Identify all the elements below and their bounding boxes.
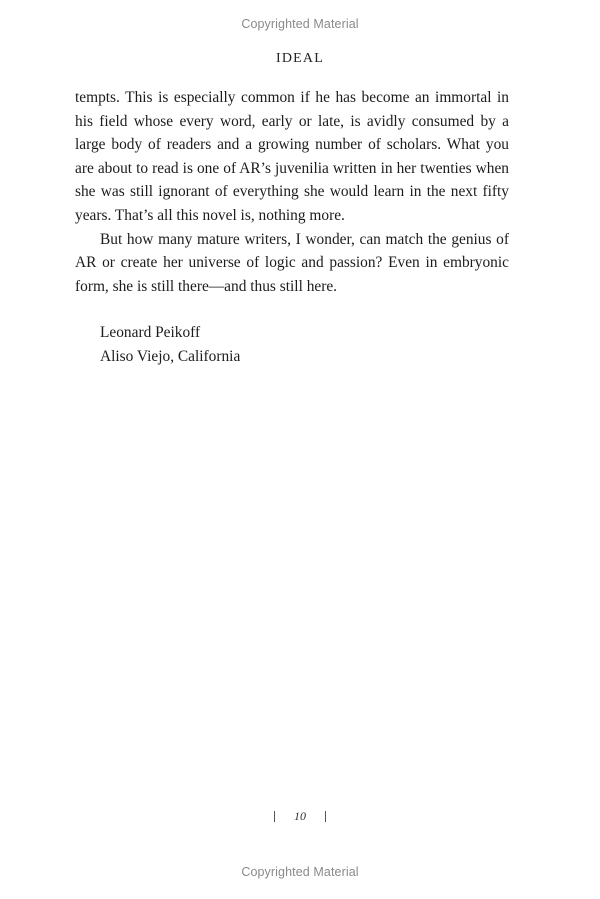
- folio-left-rule: [274, 811, 275, 822]
- author-name: Leonard Peikoff: [100, 324, 201, 341]
- running-head: IDEAL: [276, 51, 324, 66]
- paragraph-continuation: tempts. This is especially common if he has become an immortal in his field whose every word, early or late, is avidly consumed by a large body of readers and a growing number of scholars. What you are about to read is one of AR’s juvenilia written in her twenties when she was still ignorant of everything she would learn in the next fifty years. That’s all this novel is, nothing more.: [75, 89, 509, 224]
- folio-right-rule: [325, 811, 326, 822]
- copyright-watermark-bottom: Copyrighted Material: [241, 865, 359, 879]
- page-footer: [0, 808, 600, 824]
- author-location: Aliso Viejo, California: [100, 348, 241, 365]
- page-number: 10: [294, 808, 306, 823]
- paragraph-closing: But how many mature writers, I wonder, can match the genius of AR or create her universe of logic and passion? Even in embryonic form, she is still there—and thus still here.: [75, 230, 509, 295]
- signature-block: [100, 321, 240, 369]
- page-body: [75, 86, 509, 298]
- copyright-watermark-top: Copyrighted Material: [241, 17, 359, 31]
